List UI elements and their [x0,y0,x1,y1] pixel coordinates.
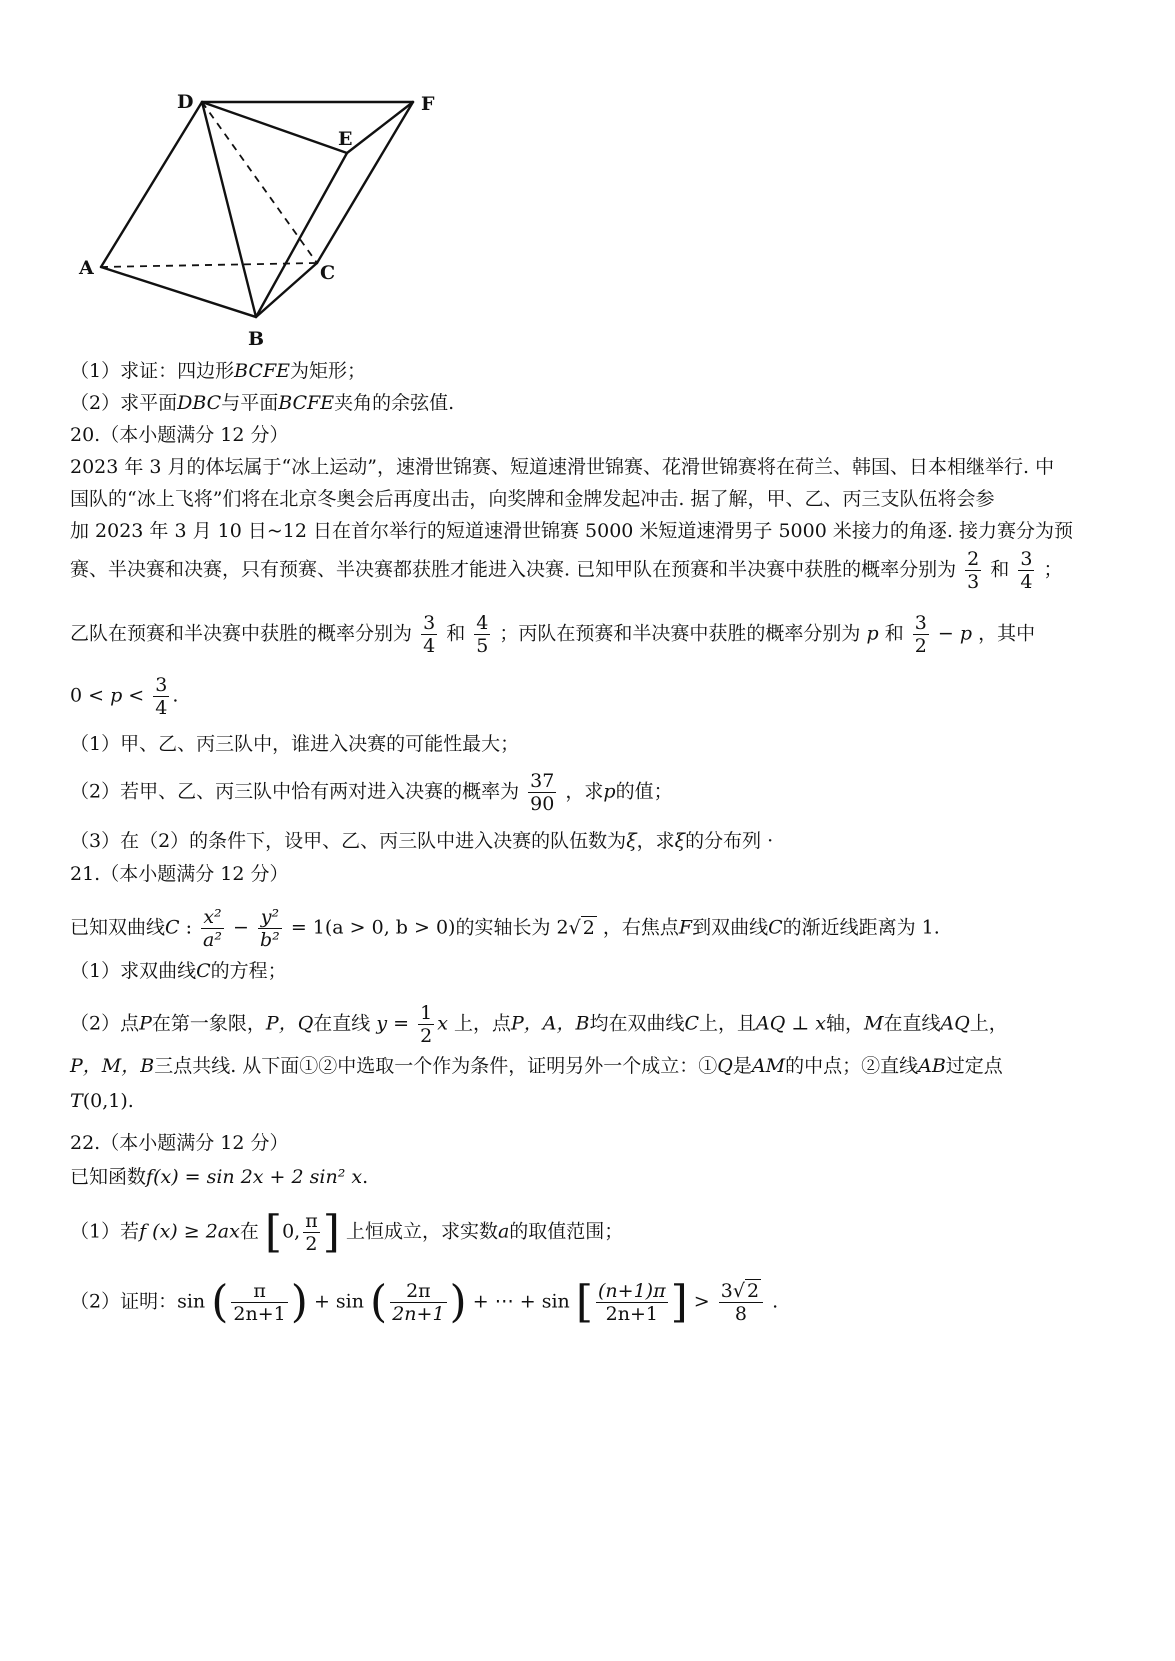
edge-EF [347,102,413,153]
label-F: F [421,93,435,115]
label-B: B [248,328,265,350]
label-D: D [177,91,194,113]
edge-DA [101,102,202,267]
fraction-2-3: $\frac{2}{3}$ [967,548,980,593]
edge-DB [202,102,256,317]
q22-sub2: （2）证明：sin ( $\frac{\pi}{2n+1}$ ) + sin ( $\frac{2\pi}{2n+1}$ ) + ⋯ + sin [ $\frac{(n+1)\pi}{2n+1}$ ] > $\frac{3√ 2}{8}$ . [70,1276,779,1328]
q21-heading: 21.（本小题满分 12 分） [70,863,289,885]
q19-part2: （2）求平面DBC与平面BCFE夹角的余弦值. [70,392,455,414]
q22-line1: 已知函数f(x) = sin 2x + 2 sin² x. [70,1166,369,1188]
edge-AB [101,267,256,317]
q22-sub1: （1）若f (x) ≥ 2ax在 [0, $\frac{\pi}{2}$ ] 上恒成立，求实数a的取值范围； [70,1206,624,1258]
q20-line3: 加 2023 年 3 月 10 日~12 日在首尔举行的短道速滑世锦赛 5000 米短道速滑男子 5000 米接力的角逐. 接力赛分为预 [70,520,1073,542]
label-C: C [320,262,336,284]
edge-BC [256,263,317,317]
edge-DE [202,102,347,153]
q21-line1: 已知双曲线C : $\frac{\text{x²}}{\text{a²}}$ − $\frac{\text{y²}}{\text{b²}}$ = 1(a > 0, b > 0)的实轴长为 2√ 2 ，右焦点F到双曲线C的渐近线距离为 1. [70,906,940,951]
q19-part1: （1）求证：四边形BCFE为矩形； [70,360,367,382]
q20-sub3: （3）在（2）的条件下，设甲、乙、丙三队中进入决赛的队伍数为ξ，求ξ的分布列 · [70,830,774,852]
q20-line4: 赛、半决赛和决赛，只有预赛、半决赛都获胜才能进入决赛. 已知甲队在预赛和半决赛中获胜的概率分别为 $\frac{2}{3}$ 和 $\frac{3}{4}$ ； [70,548,1063,593]
label-E: E [338,128,353,150]
geometry-figure [75,80,455,355]
q21-line4: T(0,1). [70,1090,134,1112]
q21-sub2: （2）点P在第一象限，P，Q在直线 y = $\frac{1}{2}$ x 上，点P，A，B均在双曲线C上，且AQ ⊥ x轴，M在直线AQ上， [70,1002,1008,1047]
q20-sub1: （1）甲、乙、丙三队中，谁进入决赛的可能性最大； [70,733,520,755]
q21-sub1: （1）求双曲线C的方程； [70,960,287,982]
q20-line6: 0 < p < $\frac{3}{4}$ . [70,674,179,719]
q20-heading: 20.（本小题满分 12 分） [70,424,289,446]
label-A: A [79,257,94,279]
q22-heading: 22.（本小题满分 12 分） [70,1132,289,1154]
q20-line1: 2023 年 3 月的体坛属于“冰上运动”，速滑世锦赛、短道速滑世锦赛、花滑世锦赛将在荷兰、韩国、日本相继举行. 中 [70,456,1055,478]
q21-line3: P，M，B三点共线. 从下面①②中选取一个作为条件，证明另外一个成立：①Q是AM的中点；②直线AB过定点 [70,1055,1003,1077]
q20-line5: 乙队在预赛和半决赛中获胜的概率分别为 $\frac{3}{4}$ 和 $\frac{4}{5}$ ；丙队在预赛和半决赛中获胜的概率分别为 p 和 $\frac{3}{2}$ − p ，其中 [70,612,1036,657]
q20-line2: 国队的“冰上飞将”们将在北京冬奥会后再度出击，向奖牌和金牌发起冲击. 据了解，甲、乙、丙三支队伍将会参 [70,488,995,510]
q20-sub2: （2）若甲、乙、丙三队中恰有两对进入决赛的概率为 $\frac{37}{90}$ ，求p的值； [70,770,673,815]
fraction-3-4: $\frac{3}{4}$ [1020,548,1033,593]
